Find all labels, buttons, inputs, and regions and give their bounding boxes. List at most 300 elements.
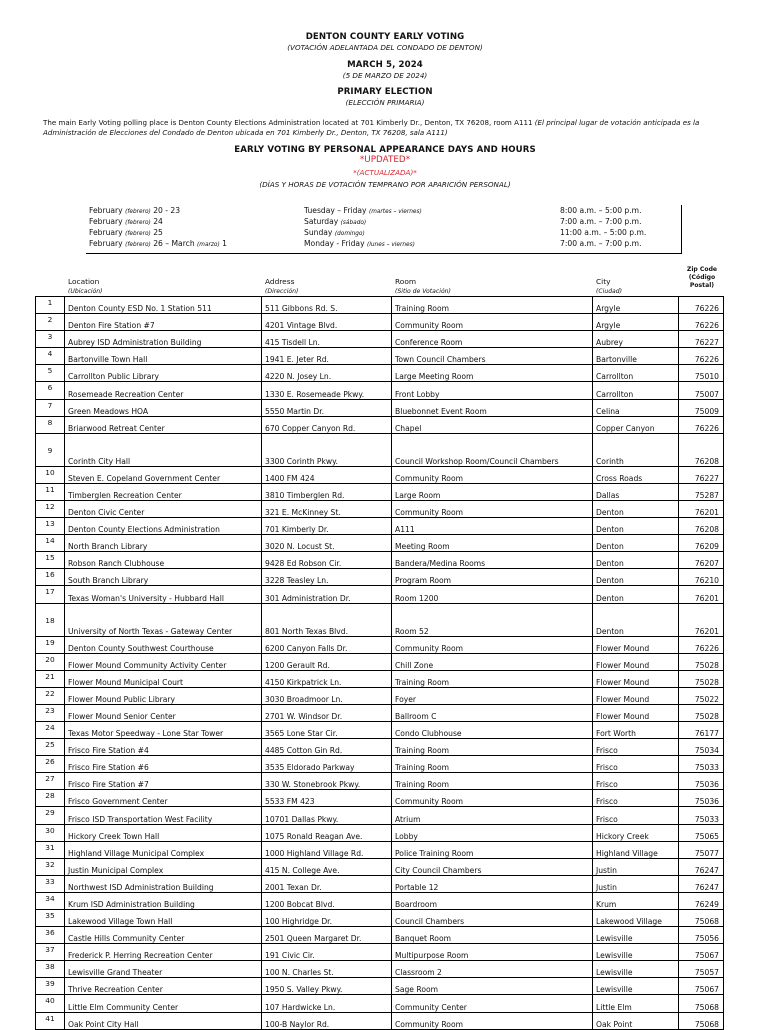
location-address: 1000 Highland Village Rd. <box>262 841 392 858</box>
location-zip: 75007 <box>679 382 724 399</box>
table-row <box>36 687 724 704</box>
location-zip: 75036 <box>679 773 724 790</box>
location-address: 4201 Vintage Blvd. <box>262 314 392 331</box>
location-address: 1075 Ronald Reagan Ave. <box>262 824 392 841</box>
location-room: Chill Zone <box>392 653 593 670</box>
location-room: Front Lobby <box>392 382 593 399</box>
location-zip: 76201 <box>679 603 724 636</box>
location-room: Police Training Room <box>392 841 593 858</box>
location-city: Highland Village <box>593 841 679 858</box>
location-name: Krum ISD Administration Building <box>65 892 262 909</box>
location-zip: 75065 <box>679 824 724 841</box>
location-address: 3020 N. Locust St. <box>262 535 392 552</box>
row-number: 22 <box>36 687 65 704</box>
table-row <box>36 756 724 773</box>
location-address: 301 Administration Dr. <box>262 586 392 603</box>
row-number: 34 <box>36 892 65 909</box>
location-address: 415 N. College Ave. <box>262 858 392 875</box>
table-row <box>36 518 724 535</box>
election-date-es: (5 DE MARZO DE 2024) <box>342 71 428 80</box>
location-zip: 75009 <box>679 399 724 416</box>
location-city: Cross Roads <box>593 466 679 483</box>
location-zip: 75028 <box>679 670 724 687</box>
location-name: Denton Civic Center <box>65 500 262 517</box>
location-address: 107 Hardwicke Ln. <box>262 995 392 1012</box>
schedule-dates: February (febrero) 25 <box>89 228 163 237</box>
location-city: Celina <box>593 399 679 416</box>
table-row <box>36 927 724 944</box>
location-room: Training Room <box>392 773 593 790</box>
location-zip: 75022 <box>679 687 724 704</box>
location-city: Denton <box>593 535 679 552</box>
row-number: 37 <box>36 944 65 961</box>
location-city: Denton <box>593 500 679 517</box>
table-row <box>36 1012 724 1029</box>
location-city: Lakewood Village <box>593 910 679 927</box>
location-zip: 75067 <box>679 944 724 961</box>
location-room: Council Workshop Room/Council Chambers <box>392 433 593 466</box>
location-name: Robson Ranch Clubhouse <box>65 552 262 569</box>
page-title-es: (VOTACIÓN ADELANTADA DEL CONDADO DE DENTON) <box>287 43 483 52</box>
row-number: 30 <box>36 824 65 841</box>
location-address: 330 W. Stonebrook Pkwy. <box>262 773 392 790</box>
col-header-location: Location (Ubicación) <box>68 277 103 295</box>
intro-paragraph <box>43 118 723 138</box>
location-address: 1950 S. Valley Pkwy. <box>262 978 392 995</box>
table-row <box>36 399 724 416</box>
location-room: Condo Clubhouse <box>392 721 593 738</box>
schedule-row <box>86 239 681 250</box>
location-name: Highland Village Municipal Complex <box>65 841 262 858</box>
table-row <box>36 961 724 978</box>
location-address: 2501 Queen Margaret Dr. <box>262 927 392 944</box>
row-number: 28 <box>36 790 65 807</box>
election-date: MARCH 5, 2024 <box>347 60 423 70</box>
location-zip: 76227 <box>679 466 724 483</box>
location-name: Timberglen Recreation Center <box>65 483 262 500</box>
location-address: 1330 E. Rosemeade Pkwy. <box>262 382 392 399</box>
row-number: 25 <box>36 739 65 756</box>
location-zip: 76226 <box>679 348 724 365</box>
location-city: Justin <box>593 875 679 892</box>
location-room: Community Room <box>392 466 593 483</box>
location-room: Chapel <box>392 416 593 433</box>
page-title: DENTON COUNTY EARLY VOTING <box>305 32 465 42</box>
location-city: Frisco <box>593 756 679 773</box>
location-zip: 76226 <box>679 416 724 433</box>
table-row <box>36 416 724 433</box>
table-row <box>36 636 724 653</box>
location-city: Argyle <box>593 297 679 314</box>
location-name: Frisco ISD Transportation West Facility <box>65 807 262 824</box>
table-row <box>36 978 724 995</box>
table-row <box>36 348 724 365</box>
location-city: Carrollton <box>593 365 679 382</box>
location-room: Bluebonnet Event Room <box>392 399 593 416</box>
location-room: Community Center <box>392 995 593 1012</box>
location-address: 2001 Texan Dr. <box>262 875 392 892</box>
location-zip: 76249 <box>679 892 724 909</box>
table-row <box>36 790 724 807</box>
schedule-dates: February (febrero) 24 <box>89 217 163 226</box>
row-number: 19 <box>36 636 65 653</box>
location-zip: 76208 <box>679 433 724 466</box>
location-zip: 75034 <box>679 739 724 756</box>
location-name: Carrollton Public Library <box>65 365 262 382</box>
schedule-dates: February (febrero) 26 – March (marzo) 1 <box>89 239 227 248</box>
row-number: 9 <box>36 433 65 466</box>
location-room: Portable 12 <box>392 875 593 892</box>
location-address: 5550 Martin Dr. <box>262 399 392 416</box>
row-number: 24 <box>36 721 65 738</box>
row-number: 5 <box>36 365 65 382</box>
table-row <box>36 653 724 670</box>
location-address: 321 E. McKinney St. <box>262 500 392 517</box>
location-name: Texas Woman's University - Hubbard Hall <box>65 586 262 603</box>
location-city: Frisco <box>593 773 679 790</box>
location-room: Community Room <box>392 790 593 807</box>
row-number: 29 <box>36 807 65 824</box>
table-row <box>36 704 724 721</box>
location-address: 1200 Bobcat Blvd. <box>262 892 392 909</box>
location-address: 3228 Teasley Ln. <box>262 569 392 586</box>
row-number: 31 <box>36 841 65 858</box>
row-number: 15 <box>36 552 65 569</box>
table-row <box>36 739 724 756</box>
table-row <box>36 382 724 399</box>
table-row <box>36 910 724 927</box>
location-room: Bandera/Medina Rooms <box>392 552 593 569</box>
table-row <box>36 603 724 636</box>
row-number: 21 <box>36 670 65 687</box>
location-city: Dallas <box>593 483 679 500</box>
row-number: 4 <box>36 348 65 365</box>
location-zip: 75077 <box>679 841 724 858</box>
table-row <box>36 995 724 1012</box>
schedule-table <box>86 205 682 254</box>
location-room: Program Room <box>392 569 593 586</box>
location-room: Community Room <box>392 314 593 331</box>
location-city: Aubrey <box>593 331 679 348</box>
row-number: 16 <box>36 569 65 586</box>
location-room: Training Room <box>392 756 593 773</box>
location-address: 3810 Timberglen Rd. <box>262 483 392 500</box>
table-row <box>36 824 724 841</box>
location-room: Multipurpose Room <box>392 944 593 961</box>
row-number: 13 <box>36 518 65 535</box>
table-row <box>36 569 724 586</box>
location-address: 3535 Eldorado Parkway <box>262 756 392 773</box>
location-room: A111 <box>392 518 593 535</box>
location-city: Krum <box>593 892 679 909</box>
location-city: Lewisville <box>593 927 679 944</box>
location-city: Flower Mound <box>593 704 679 721</box>
location-zip: 76201 <box>679 586 724 603</box>
location-name: South Branch Library <box>65 569 262 586</box>
table-row <box>36 365 724 382</box>
location-room: Large Room <box>392 483 593 500</box>
location-city: Copper Canyon <box>593 416 679 433</box>
row-number: 8 <box>36 416 65 433</box>
location-city: Lewisville <box>593 961 679 978</box>
location-city: Corinth <box>593 433 679 466</box>
location-address: 100 N. Charles St. <box>262 961 392 978</box>
row-number: 39 <box>36 978 65 995</box>
schedule-days: Saturday (sábado) <box>304 217 367 226</box>
location-zip: 76201 <box>679 500 724 517</box>
location-zip: 75033 <box>679 756 724 773</box>
schedule-row <box>86 206 681 217</box>
location-name: Denton County Elections Administration <box>65 518 262 535</box>
location-name: Aubrey ISD Administration Building <box>65 331 262 348</box>
row-number: 20 <box>36 653 65 670</box>
location-city: Flower Mound <box>593 653 679 670</box>
location-zip: 75068 <box>679 1012 724 1029</box>
location-name: Bartonville Town Hall <box>65 348 262 365</box>
row-number: 17 <box>36 586 65 603</box>
location-zip: 75028 <box>679 704 724 721</box>
location-room: Atrium <box>392 807 593 824</box>
location-room: City Council Chambers <box>392 858 593 875</box>
location-name: Hickory Creek Town Hall <box>65 824 262 841</box>
col-header-room: Room (Sitio de Votación) <box>395 277 451 295</box>
location-room: Large Meeting Room <box>392 365 593 382</box>
location-zip: 75068 <box>679 910 724 927</box>
location-address: 701 Kimberly Dr. <box>262 518 392 535</box>
location-name: Flower Mound Community Activity Center <box>65 653 262 670</box>
location-zip: 75287 <box>679 483 724 500</box>
location-address: 801 North Texas Blvd. <box>262 603 392 636</box>
location-name: Frisco Fire Station #6 <box>65 756 262 773</box>
row-number: 27 <box>36 773 65 790</box>
location-city: Flower Mound <box>593 670 679 687</box>
table-row <box>36 500 724 517</box>
location-address: 415 Tisdell Ln. <box>262 331 392 348</box>
location-city: Frisco <box>593 790 679 807</box>
location-room: Sage Room <box>392 978 593 995</box>
updated-label-es: *(ACTUALIZADA)* <box>353 168 417 177</box>
location-room: Training Room <box>392 739 593 756</box>
table-row <box>36 773 724 790</box>
table-row <box>36 721 724 738</box>
location-room: Town Council Chambers <box>392 348 593 365</box>
schedule-hours: 11:00 a.m. – 5:00 p.m. <box>560 228 647 237</box>
location-name: Flower Mound Senior Center <box>65 704 262 721</box>
location-name: Flower Mound Public Library <box>65 687 262 704</box>
location-room: Conference Room <box>392 331 593 348</box>
location-zip: 75068 <box>679 995 724 1012</box>
row-number: 26 <box>36 756 65 773</box>
schedule-hours: 7:00 a.m. – 7:00 p.m. <box>560 217 642 226</box>
location-name: North Branch Library <box>65 535 262 552</box>
location-city: Flower Mound <box>593 636 679 653</box>
location-city: Oak Point <box>593 1012 679 1029</box>
location-address: 4150 Kirkpatrick Ln. <box>262 670 392 687</box>
location-zip: 75010 <box>679 365 724 382</box>
row-number: 10 <box>36 466 65 483</box>
location-zip: 76247 <box>679 875 724 892</box>
row-number: 12 <box>36 500 65 517</box>
location-city: Lewisville <box>593 944 679 961</box>
location-name: Flower Mound Municipal Court <box>65 670 262 687</box>
table-row <box>36 586 724 603</box>
schedule-days: Monday - Friday (lunes – viernes) <box>304 239 415 248</box>
updated-label: *UPDATED* <box>359 155 411 165</box>
location-city: Argyle <box>593 314 679 331</box>
location-address: 100-B Naylor Rd. <box>262 1012 392 1029</box>
location-address: 2701 W. Windsor Dr. <box>262 704 392 721</box>
location-name: Northwest ISD Administration Building <box>65 875 262 892</box>
table-row <box>36 466 724 483</box>
location-name: Denton County ESD No. 1 Station 511 <box>65 297 262 314</box>
location-address: 10701 Dallas Pkwy. <box>262 807 392 824</box>
location-address: 1200 Gerault Rd. <box>262 653 392 670</box>
table-row <box>36 892 724 909</box>
row-number: 7 <box>36 399 65 416</box>
col-header-city: City (Ciudad) <box>596 277 623 295</box>
col-header-zip: Zip Code (Código Postal) <box>686 266 718 289</box>
section-title-es: (DÍAS Y HORAS DE VOTACIÓN TEMPRANO POR APARICIÓN PERSONAL) <box>259 180 511 189</box>
location-zip: 76177 <box>679 721 724 738</box>
location-address: 191 Civic Cir. <box>262 944 392 961</box>
table-row <box>36 331 724 348</box>
location-name: Frisco Fire Station #4 <box>65 739 262 756</box>
row-number: 38 <box>36 961 65 978</box>
location-zip: 75036 <box>679 790 724 807</box>
location-name: Briarwood Retreat Center <box>65 416 262 433</box>
location-room: Lobby <box>392 824 593 841</box>
location-city: Denton <box>593 603 679 636</box>
location-name: Little Elm Community Center <box>65 995 262 1012</box>
location-zip: 76226 <box>679 314 724 331</box>
location-name: Frisco Government Center <box>65 790 262 807</box>
location-zip: 76210 <box>679 569 724 586</box>
location-zip: 76226 <box>679 297 724 314</box>
schedule-row <box>86 217 681 228</box>
location-room: Community Room <box>392 500 593 517</box>
table-row <box>36 858 724 875</box>
location-name: Corinth City Hall <box>65 433 262 466</box>
schedule-hours: 7:00 a.m. – 7:00 p.m. <box>560 239 642 248</box>
location-room: Classroom 2 <box>392 961 593 978</box>
intro-text: The main Early Voting polling place is Denton County Elections Administration located at 701 Kimberly Dr., Denton, TX 76208, room A111 <box>43 118 533 127</box>
location-zip: 75067 <box>679 978 724 995</box>
schedule-days: Sunday (domingo) <box>304 228 365 237</box>
location-city: Denton <box>593 518 679 535</box>
location-city: Frisco <box>593 739 679 756</box>
location-address: 3030 Broadmoor Ln. <box>262 687 392 704</box>
election-type-es: (ELECCIÓN PRIMARIA) <box>345 98 425 107</box>
location-zip: 76226 <box>679 636 724 653</box>
location-address: 670 Copper Canyon Rd. <box>262 416 392 433</box>
row-number: 32 <box>36 858 65 875</box>
location-room: Foyer <box>392 687 593 704</box>
col-header-address: Address (Dirección) <box>265 277 299 295</box>
location-address: 100 Highridge Dr. <box>262 910 392 927</box>
table-row <box>36 297 724 314</box>
schedule-hours: 8:00 a.m. – 5:00 p.m. <box>560 206 642 215</box>
row-number: 11 <box>36 483 65 500</box>
location-room: Training Room <box>392 670 593 687</box>
location-zip: 75056 <box>679 927 724 944</box>
location-city: Bartonville <box>593 348 679 365</box>
table-row <box>36 483 724 500</box>
row-number: 1 <box>36 297 65 314</box>
row-number: 35 <box>36 910 65 927</box>
table-row <box>36 433 724 466</box>
location-name: Green Meadows HOA <box>65 399 262 416</box>
location-name: Castle Hills Community Center <box>65 927 262 944</box>
row-number: 2 <box>36 314 65 331</box>
row-number: 23 <box>36 704 65 721</box>
table-row <box>36 807 724 824</box>
location-city: Frisco <box>593 807 679 824</box>
location-zip: 76247 <box>679 858 724 875</box>
location-address: 3565 Lone Star Cir. <box>262 721 392 738</box>
table-row <box>36 841 724 858</box>
location-zip: 75033 <box>679 807 724 824</box>
location-address: 5533 FM 423 <box>262 790 392 807</box>
table-row <box>36 535 724 552</box>
schedule-days: Tuesday – Friday (martes – viernes) <box>304 206 422 215</box>
location-city: Justin <box>593 858 679 875</box>
location-name: Oak Point City Hall <box>65 1012 262 1029</box>
locations-table-body <box>36 297 724 1030</box>
table-row <box>36 314 724 331</box>
location-address: 9428 Ed Robson Cir. <box>262 552 392 569</box>
location-name: Rosemeade Recreation Center <box>65 382 262 399</box>
schedule-dates: February (febrero) 20 - 23 <box>89 206 181 215</box>
location-name: Lewisville Grand Theater <box>65 961 262 978</box>
location-room: Ballroom C <box>392 704 593 721</box>
location-room: Room 52 <box>392 603 593 636</box>
locations-table <box>35 296 724 1030</box>
location-room: Training Room <box>392 297 593 314</box>
location-city: Denton <box>593 569 679 586</box>
table-row <box>36 944 724 961</box>
row-number: 40 <box>36 995 65 1012</box>
location-room: Meeting Room <box>392 535 593 552</box>
location-address: 1941 E. Jeter Rd. <box>262 348 392 365</box>
location-zip: 75028 <box>679 653 724 670</box>
location-address: 1400 FM 424 <box>262 466 392 483</box>
row-number: 3 <box>36 331 65 348</box>
location-name: Lakewood Village Town Hall <box>65 910 262 927</box>
election-type: PRIMARY ELECTION <box>337 87 433 97</box>
location-city: Flower Mound <box>593 687 679 704</box>
table-row <box>36 552 724 569</box>
location-name: Texas Motor Speedway - Lone Star Tower <box>65 721 262 738</box>
location-zip: 76209 <box>679 535 724 552</box>
table-row <box>36 670 724 687</box>
location-zip: 76227 <box>679 331 724 348</box>
schedule-row <box>86 228 681 239</box>
location-name: Denton County Southwest Courthouse <box>65 636 262 653</box>
row-number: 14 <box>36 535 65 552</box>
location-city: Carrollton <box>593 382 679 399</box>
location-name: Frederick P. Herring Recreation Center <box>65 944 262 961</box>
location-room: Community Room <box>392 636 593 653</box>
intro-text-es: (El principal lugar de votación anticipada es la Administración de Elecciones del Condado de Denton ubicada en 701 Kimberly Dr., Denton, TX 76208, sala A111) <box>43 118 700 137</box>
row-number: 6 <box>36 382 65 399</box>
location-zip: 75057 <box>679 961 724 978</box>
row-number: 36 <box>36 927 65 944</box>
location-city: Little Elm <box>593 995 679 1012</box>
location-city: Fort Worth <box>593 721 679 738</box>
section-title: EARLY VOTING BY PERSONAL APPEARANCE DAYS AND HOURS <box>234 145 536 155</box>
location-address: 4485 Cotton Gin Rd. <box>262 739 392 756</box>
location-zip: 76208 <box>679 518 724 535</box>
